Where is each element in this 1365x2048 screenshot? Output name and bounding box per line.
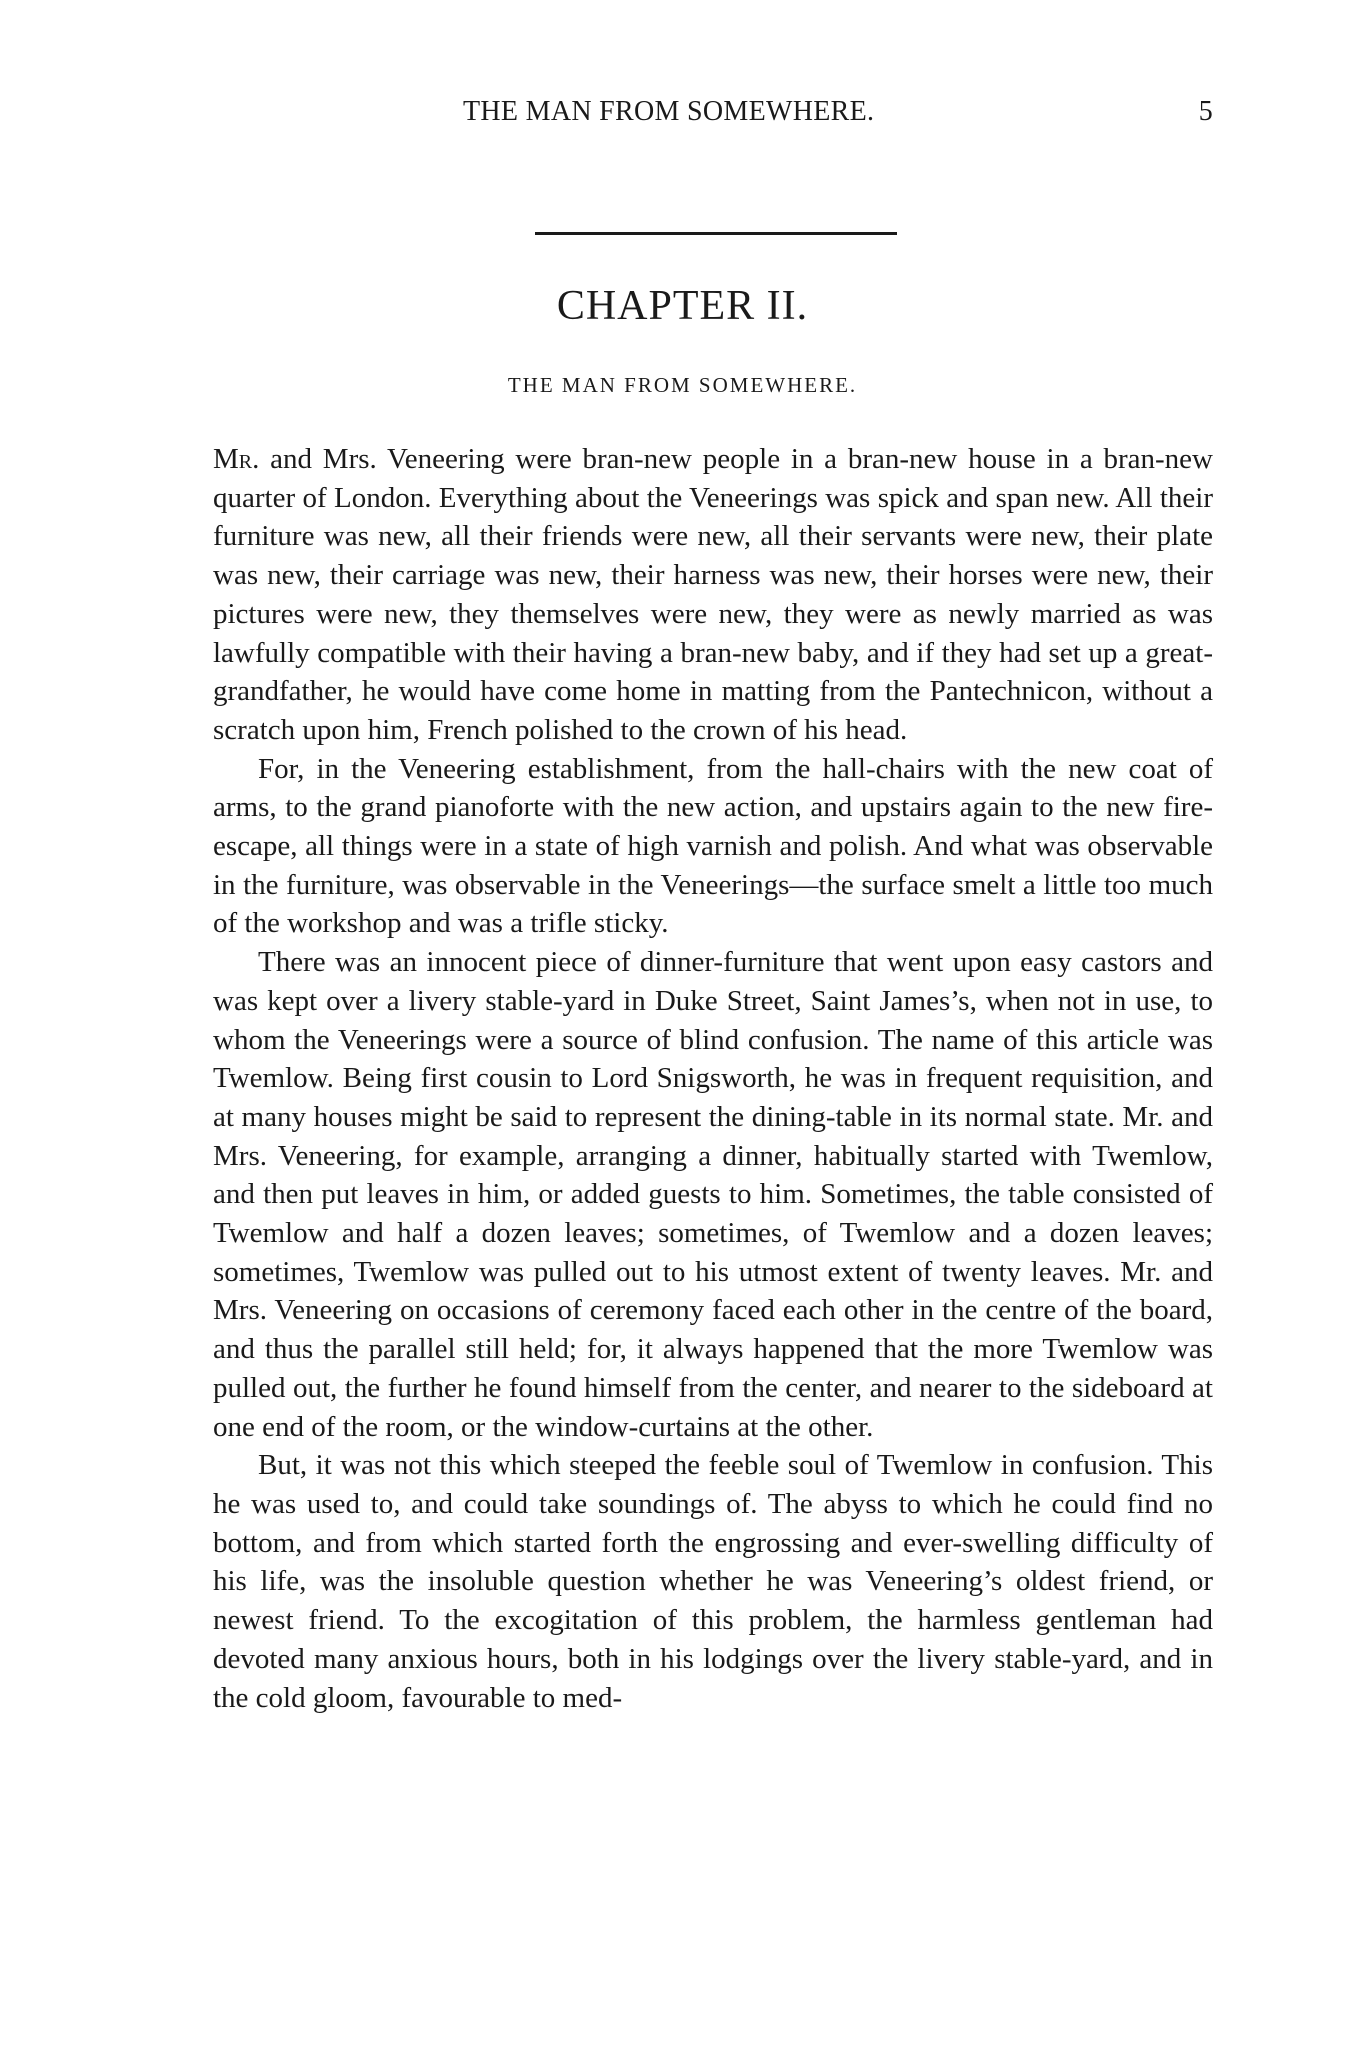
paragraph-text: and Mrs. Veneering were bran-new people in a bran-new house in a bran-new quarter of London. Everything about the Veneerings was spick and span new. All their furniture was new, all their friends were new, all their servants were new, their plate was new, their carriage was new, their harness was new, their horses were new, their pictures were new, they themselves were new, they were as newly married as was lawfully compatible with their having a bran-new baby, and if they had set up a great-grandfather, he would have come home in matting from the Pantechnicon, without a scratch upon him, French polished to the crown of his head. xyxy=(213,443,1213,746)
chapter-subtitle: THE MAN FROM SOMEWHERE. xyxy=(507,373,858,397)
page-number: 5 xyxy=(1198,96,1213,127)
paragraph-3: There was an innocent piece of dinner-furniture that went upon easy castors and was kept over a livery stable-yard in Duke Street, Saint James’s, when not in use, to whom the Veneerings were a source of blind confusion. The name of this article was Twemlow. Being first cousin to Lord Snigsworth, he was in frequent requisition, and at many houses might be said to represent the dining-table in its normal state. Mr. and Mrs. Veneering, for example, arranging a dinner, habitually started with Twemlow, and then put leaves in him, or added guests to him. Sometimes, the table consisted of Twemlow and half a dozen leaves; sometimes, of Twemlow and a dozen leaves; sometimes, Twemlow was pulled out to his utmost extent of twenty leaves. Mr. and Mrs. Veneering on occasions of ceremony faced each other in the centre of the board, and thus the parallel still held; for, it always happened that the more Twemlow was pulled out, the further he found himself from the center, and nearer to the sideboard at one end of the room, or the window-curtains at the other. xyxy=(213,946,1213,1443)
chapter-rule xyxy=(535,232,897,235)
paragraph-2: For, in the Veneering establishment, from the hall-chairs with the new coat of arms, to the grand pianoforte with the new action, and upstairs again to the new fire-escape, all things were in a state of high varnish and polish. And what was observable in the furniture, was observable in the Veneerings—the surface smelt a little too much of the workshop and was a trifle sticky. xyxy=(213,752,1213,940)
chapter-title: CHAPTER II. xyxy=(556,283,809,329)
running-head xyxy=(213,96,1213,136)
body-text xyxy=(213,440,1213,1717)
paragraph-4: But, it was not this which steeped the feeble soul of Twemlow in confusion. This he was used to, and could take soundings of. The abyss to which he could find no bottom, and from which started forth the engrossing and ever-swelling difficulty of his life, was the insoluble question whether he was Veneering’s oldest friend, or newest friend. To the excogitation of this problem, the harmless gentleman had devoted many anxious hours, both in his lodgings over the livery stable-yard, and in the cold gloom, favourable to med- xyxy=(213,1449,1213,1714)
paragraph-lead-word: Mr. xyxy=(213,443,260,475)
running-title: THE MAN FROM SOMEWHERE. xyxy=(463,96,875,127)
paragraph-1 xyxy=(213,440,1213,750)
